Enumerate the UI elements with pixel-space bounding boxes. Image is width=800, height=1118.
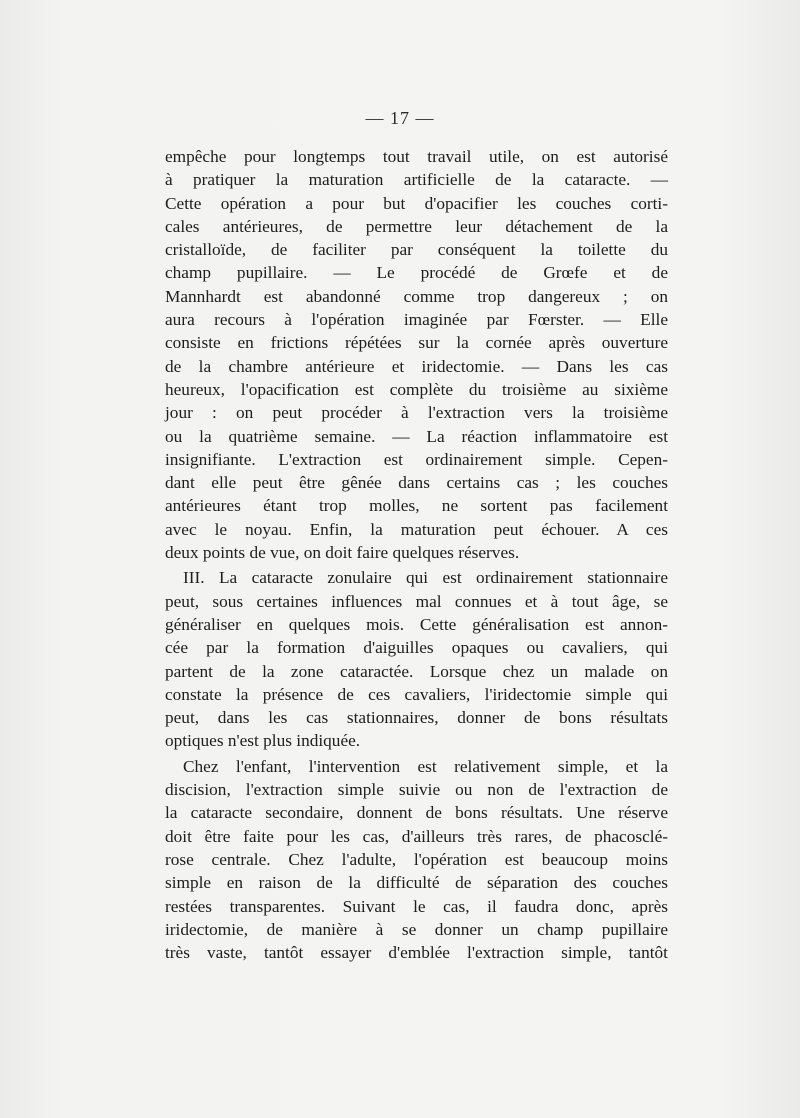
text-line: très vaste, tantôt essayer d'emblée l'extraction simple, tantôt bbox=[165, 943, 668, 963]
text-line: avec le noyau. Enfin, la maturation peut échouer. A ces bbox=[165, 519, 668, 539]
text-line: optiques n'est plus indiquée. bbox=[165, 731, 361, 751]
text-line: cales antérieures, de permettre leur détachement de la bbox=[165, 216, 668, 236]
text-line: consiste en frictions répétées sur la cornée après ouverture bbox=[165, 333, 668, 353]
text-line: aura recours à l'opération imaginée par Fœrster. — Elle bbox=[165, 310, 668, 330]
body-text bbox=[165, 145, 668, 964]
text-line: heureux, l'opacification est complète du troisième au sixième bbox=[165, 379, 668, 399]
text-line: ou la quatrième semaine. — La réaction inflammatoire est bbox=[165, 426, 668, 446]
text-line: III. La cataracte zonulaire qui est ordinairement stationnaire bbox=[183, 568, 668, 588]
text-line: Cette opération a pour but d'opacifier les couches corti- bbox=[165, 193, 668, 213]
paragraph bbox=[165, 566, 668, 752]
text-line: jour : on peut procéder à l'extraction vers la troisième bbox=[165, 403, 668, 423]
text-line: à pratiquer la maturation artificielle de la cataracte. — bbox=[165, 170, 668, 190]
text-line: peut, dans les cas stationnaires, donner de bons résultats bbox=[165, 708, 668, 728]
text-line: partent de la zone cataractée. Lorsque chez un malade on bbox=[165, 661, 668, 681]
text-line: doit être faite pour les cas, d'ailleurs très rares, de phacosclé- bbox=[165, 826, 668, 846]
text-line: dant elle peut être gênée dans certains cas ; les couches bbox=[165, 473, 668, 493]
page-number: — 17 — bbox=[365, 108, 435, 128]
text-line: constate la présence de ces cavaliers, l'iridectomie simple qui bbox=[165, 684, 668, 704]
text-line: de la chambre antérieure et iridectomie. — Dans les cas bbox=[165, 356, 668, 376]
text-line: champ pupillaire. — Le procédé de Grœfe et de bbox=[165, 263, 668, 283]
text-line: cée par la formation d'aiguilles opaques ou cavaliers, qui bbox=[165, 638, 668, 658]
text-line: restées transparentes. Suivant le cas, il faudra donc, après bbox=[165, 896, 668, 916]
paragraph bbox=[165, 145, 668, 564]
text-line: empêche pour longtemps tout travail utile, on est autorisé bbox=[165, 147, 668, 166]
text-line: simple en raison de la difficulté de séparation des couches bbox=[165, 873, 668, 893]
text-line: la cataracte secondaire, donnent de bons résultats. Une réserve bbox=[165, 803, 668, 823]
text-line: peut, sous certaines influences mal connues et à tout âge, se bbox=[165, 591, 668, 611]
text-line: rose centrale. Chez l'adulte, l'opération est beaucoup moins bbox=[165, 849, 668, 869]
text-line: deux points de vue, on doit faire quelques réserves. bbox=[165, 543, 520, 563]
text-line: Chez l'enfant, l'intervention est relativement simple, et la bbox=[183, 756, 668, 776]
text-line: antérieures étant trop molles, ne sortent pas facilement bbox=[165, 496, 668, 516]
text-line: discision, l'extraction simple suivie ou non de l'extraction de bbox=[165, 780, 668, 800]
text-line: généraliser en quelques mois. Cette généralisation est annon- bbox=[165, 614, 668, 634]
text-line: cristalloïde, de faciliter par conséquent la toilette du bbox=[165, 240, 668, 260]
text-line: insignifiante. L'extraction est ordinairement simple. Cepen- bbox=[165, 449, 668, 469]
text-line: iridectomie, de manière à se donner un champ pupillaire bbox=[165, 919, 668, 939]
paragraph bbox=[165, 755, 668, 965]
text-line: Mannhardt est abandonné comme trop dangereux ; on bbox=[165, 286, 668, 306]
